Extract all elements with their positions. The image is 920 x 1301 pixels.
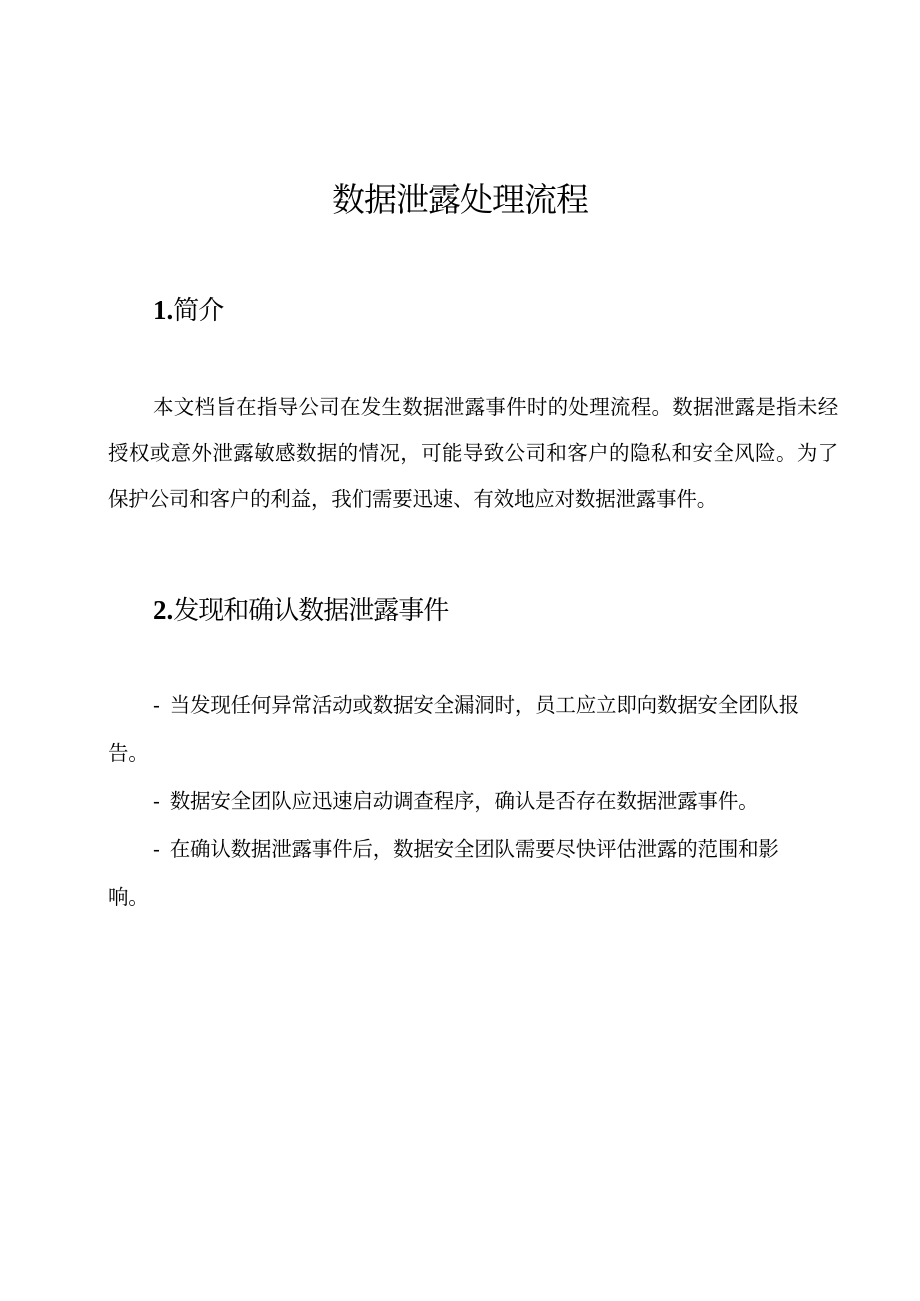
list-bullet: - xyxy=(153,837,160,861)
list-item-text: 在确认数据泄露事件后，数据安全团队需要尽快评估泄露的范围和影响。 xyxy=(108,837,779,909)
intro-paragraph: 本文档旨在指导公司在发生数据泄露事件时的处理流程。数据泄露是指未经授权或意外泄露敏感数据的情况，可能导致公司和客户的隐私和安全风险。为了保护公司和客户的利益，我们需要迅速、有效地应对数据泄露事件。 xyxy=(108,395,838,511)
list-bullet: - xyxy=(153,693,160,717)
section-heading-discovery xyxy=(153,592,448,629)
section-heading-text: 简介 xyxy=(173,296,224,326)
list-item-text: 当发现任何异常活动或数据安全漏洞时，员工应立即向数据安全团队报告。 xyxy=(108,693,800,765)
list-bullet: - xyxy=(153,789,160,813)
section-heading-text: 发现和确认数据泄露事件 xyxy=(173,596,449,626)
list-item xyxy=(108,681,808,777)
document-title: 数据泄露处理流程 xyxy=(332,180,588,219)
list-item xyxy=(108,825,808,921)
section-number: 1. xyxy=(153,295,174,325)
section-number: 2. xyxy=(153,595,174,625)
list-item-text: 数据安全团队应迅速启动调查程序，确认是否存在数据泄露事件。 xyxy=(169,789,759,813)
list-item xyxy=(108,777,808,825)
section-heading-intro xyxy=(153,292,223,329)
